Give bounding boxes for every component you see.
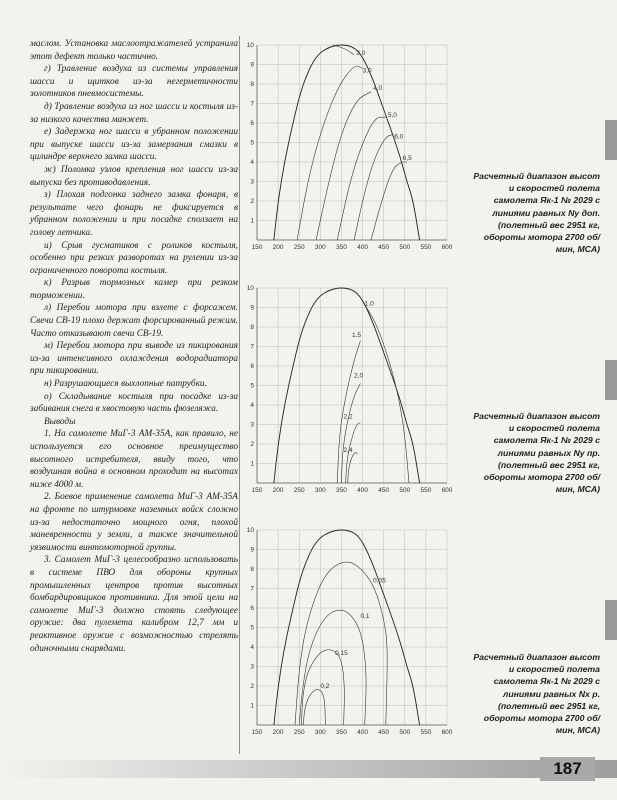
series-label: 0,2 [320,682,330,690]
series-line [303,690,325,725]
footer-bar [0,760,617,778]
series-label: 1,0 [364,300,374,308]
text-paragraph: 1. На самолете МиГ-3 АМ-35А, как правило, не используется его основное преимущество высотного истребителя, ввиду того, что воздушная война в основном проходит на высотах ниже 4000 м. [30,429,238,490]
text-paragraph: з) Плохая подгонка заднего замка фонаря, в результате чего фонарь не фиксируется в убранном положении и при посадке сползает на голову летчика. [30,190,238,238]
series-line [297,66,363,240]
x-tick-label: 500 [399,729,411,736]
chart-nx-r-svg [245,525,453,740]
series-label: 0,1 [360,612,370,620]
text-paragraph: маслом. Установка маслоотражателей устранила этот дефект только частично. [30,39,238,62]
y-tick-label: 3 [250,178,254,186]
series-label: 2,4 [343,446,353,454]
x-tick-label: 350 [336,729,347,736]
y-tick-label: 9 [250,304,254,312]
chart-ny-pr-svg [245,283,453,498]
y-tick-label: 10 [246,527,254,534]
series-label: 2,0 [356,49,366,57]
y-tick-label: 10 [246,285,254,292]
series-label: 0,05 [373,577,386,585]
series-label: 6,5 [402,155,412,163]
text-paragraph: и) Срыв гусматиков с роликов костыля, особенно при резких разворотах на рулении из-за ограниченного поворота костыля. [30,240,238,276]
x-tick-label: 350 [336,244,347,251]
chart-nx-r [245,525,453,740]
series-label: 6,0 [394,133,404,141]
x-tick-label: 300 [314,487,326,494]
series-line [341,384,360,484]
series-label: 3,0 [362,67,372,75]
y-tick-label: 5 [250,139,254,147]
series-line [363,302,409,483]
y-tick-label: 7 [250,343,254,351]
x-tick-label: 500 [399,244,411,251]
x-tick-label: 400 [357,487,368,494]
y-tick-label: 1 [250,460,254,468]
x-tick-label: 450 [378,244,390,251]
left-text-column [30,38,238,655]
x-tick-label: 400 [357,729,368,736]
text-paragraph: м) Перебои мотора при выводе из пикирования из-за интенсивного охлаждения водорадиатора при пикировании. [30,341,238,377]
text-paragraph: д) Травление воздуха из ног шасси и костыля из-за низкого качества манжет. [30,101,238,125]
edge-strip [605,120,617,160]
y-tick-label: 10 [246,42,254,49]
text-paragraph: г) Травление воздуха из системы управления шасси и щитков из-за негерметичности золотников пневмосистемы. [30,64,238,100]
caption-chart-3: Расчетный диапазон высот и скоростей полета самолета Як-1 № 2029 с линиями равных Nх р. (полетный вес 2951 кг, обороты мотора 2700 об/мин, МСА) [473,652,600,736]
text-paragraph: 2. Боевое применение самолета МиГ-3 АМ-35А на фронте по штурмовке наземных войск сложно из-за недостаточно мощного огня, плохой маневренности у земли, а также значительной уязвимости винтомоторной группы. [30,492,238,553]
x-tick-label: 250 [293,729,305,736]
x-tick-label: 150 [251,244,263,251]
caption-chart-2: Расчетный диапазон высот и скоростей полета самолета Як-1 № 2029 с линиями равных Ny пр. (полетный вес 2951 кг, обороты мотора 2700 об/мин, МСА) [473,411,600,495]
y-tick-label: 1 [250,217,254,225]
page-number: 187 [540,757,595,781]
text-paragraph: л) Перебои мотора при взлете с форсажем. Свечи СВ-19 плохо держат форсированный режим. Часто отказывают свечи СВ-19. [30,303,238,339]
x-tick-label: 300 [314,729,326,736]
y-tick-label: 6 [250,605,254,612]
x-tick-label: 600 [441,244,453,251]
y-tick-label: 7 [250,100,254,108]
edge-strip [605,360,617,400]
series-label: 1,5 [352,331,362,339]
y-tick-label: 6 [250,120,254,127]
text-paragraph: к) Разрыв тормозных камер при резком торможении. [30,278,238,301]
y-tick-label: 4 [250,402,254,409]
x-tick-label: 300 [314,244,326,251]
x-tick-label: 250 [293,487,305,494]
series-line [295,562,387,725]
section-heading: Выводы [44,416,76,427]
x-tick-label: 200 [272,729,284,736]
x-tick-label: 400 [357,244,368,251]
text-paragraph: е) Задержка ног шасси в убранном положении при выпуске шасси из-за замерзания смазки в цилиндре верхнего замка шасси. [30,127,238,163]
column-divider [239,36,240,754]
text-paragraph: ж) Поломка узлов крепления ног шасси из-за выпуска без противодавления. [30,164,238,188]
y-tick-label: 3 [250,663,254,671]
x-tick-label: 250 [293,244,305,251]
x-tick-label: 600 [441,487,453,494]
y-tick-label: 9 [250,61,254,69]
y-tick-label: 4 [250,159,254,166]
y-tick-label: 2 [250,683,254,690]
y-tick-label: 5 [250,624,254,632]
x-tick-label: 150 [251,487,263,494]
series-label: 2,0 [354,372,364,380]
series-line [348,453,358,483]
x-tick-label: 450 [378,729,390,736]
y-tick-label: 4 [250,644,254,651]
series-label: 5,0 [387,112,397,120]
x-tick-label: 200 [272,487,284,494]
x-tick-label: 550 [420,487,432,494]
y-tick-label: 8 [250,324,254,331]
y-tick-label: 9 [250,546,254,554]
y-tick-label: 3 [250,421,254,429]
y-tick-label: 8 [250,566,254,573]
series-label: 4,0 [373,84,383,92]
x-tick-label: 450 [378,487,390,494]
x-tick-label: 550 [420,244,432,251]
x-tick-label: 350 [336,487,347,494]
y-tick-label: 6 [250,363,254,370]
y-tick-label: 5 [250,382,254,390]
x-tick-label: 200 [272,244,284,251]
edge-strip [605,600,617,640]
x-tick-label: 550 [420,729,432,736]
series-label: 2,2 [343,413,353,421]
text-paragraph: н) Разрушающиеся выхлопные патрубки. [44,379,207,390]
series-line [337,341,360,483]
series-line [337,117,386,240]
text-paragraph: 3. Самолет МиГ-3 целесообразно использовать в системе ПВО для обороны крупных промышленных центров против высотных бомбардировщиков противника. Для этой цели на самолете МиГ-3 должно стоять следующее оружие: два пулемета калибром 12,7 мм и реактивное оружие с возможностью стрелять одиночными снарядами. [30,555,238,654]
chart-ny-dop [245,40,453,255]
x-tick-label: 500 [399,487,411,494]
series-label: 0,15 [335,649,348,657]
y-tick-label: 7 [250,585,254,593]
y-tick-label: 8 [250,81,254,88]
chart-ny-dop-svg [245,40,453,255]
text-paragraph: о) Складывание костыля при посадке из-за забивания снега в хвостовую часть фюзеляжа. [30,391,238,415]
chart-ny-pr [245,283,453,498]
y-tick-label: 2 [250,441,254,448]
y-tick-label: 1 [250,702,254,710]
y-tick-label: 2 [250,198,254,205]
x-tick-label: 600 [441,729,453,736]
caption-chart-1: Расчетный диапазон высот и скоростей полета самолета Як-1 № 2029 с линиями равных Ny доп. (полетный вес 2951 кг, обороты мотора 2700 об/мин, МСА) [473,171,600,255]
x-tick-label: 150 [251,729,263,736]
